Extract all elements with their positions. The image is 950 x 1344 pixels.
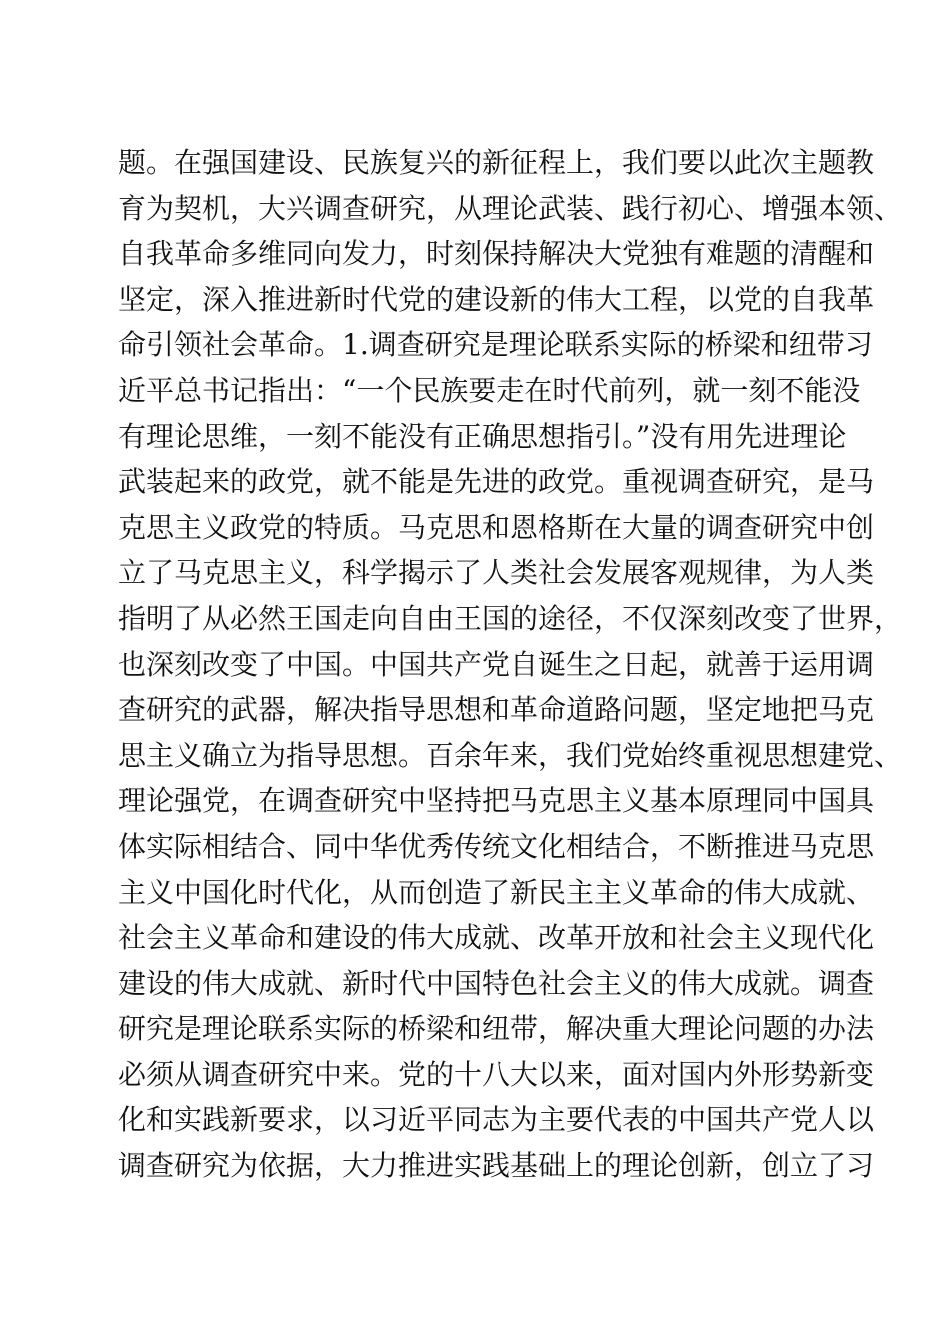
text-line: 近平总书记指出：“一个民族要走在时代前列，就一刻不能没 bbox=[118, 373, 861, 407]
text-line: 查研究的武器，解决指导思想和革命道路问题，坚定地把马克 bbox=[118, 693, 875, 727]
text-line: 育为契机，大兴调查研究，从理论武装、践行初心、增强本领、 bbox=[118, 191, 903, 225]
text-line: 思主义确立为指导思想。百余年来，我们党始终重视思想建党、 bbox=[118, 738, 903, 772]
text-line: 自我革命多维同向发力，时刻保持解决大党独有难题的清醒和 bbox=[118, 237, 875, 271]
text-line: 调查研究为依据，大力推进实践基础上的理论创新，创立了习 bbox=[118, 1149, 875, 1183]
text-line: 武装起来的政党，就不能是先进的政党。重视调查研究，是马 bbox=[118, 465, 875, 499]
text-line: 社会主义革命和建设的伟大成就、改革开放和社会主义现代化 bbox=[118, 921, 875, 955]
text-line: 也深刻改变了中国。中国共产党自诞生之日起，就善于运用调 bbox=[118, 647, 875, 681]
text-line: 体实际相结合、同中华优秀传统文化相结合，不断推进马克思 bbox=[118, 829, 875, 863]
text-line: 主义中国化时代化，从而创造了新民主主义革命的伟大成就、 bbox=[118, 875, 875, 909]
text-line: 必须从调查研究中来。党的十八大以来，面对国内外形势新变 bbox=[118, 1057, 875, 1091]
text-line: 理论强党，在调查研究中坚持把马克思主义基本原理同中国具 bbox=[118, 784, 875, 818]
text-line: 命引领社会革命。1.调查研究是理论联系实际的桥梁和纽带习 bbox=[118, 328, 873, 362]
text-line: 立了马克思主义，科学揭示了人类社会发展客观规律，为人类 bbox=[118, 556, 875, 590]
text-line: 坚定，深入推进新时代党的建设新的伟大工程，以党的自我革 bbox=[118, 282, 875, 316]
text-line: 题。在强国建设、民族复兴的新征程上，我们要以此次主题教 bbox=[118, 146, 875, 179]
text-line: 有理论思维，一刻不能没有正确思想指引。”没有用先进理论 bbox=[118, 419, 847, 453]
text-line: 研究是理论联系实际的桥梁和纽带，解决重大理论问题的办法 bbox=[118, 1012, 875, 1046]
text-line: 化和实践新要求，以习近平同志为主要代表的中国共产党人以 bbox=[118, 1103, 875, 1137]
body-text bbox=[118, 140, 903, 1189]
text-line: 建设的伟大成就、新时代中国特色社会主义的伟大成就。调查 bbox=[118, 966, 875, 1000]
text-line: 克思主义政党的特质。马克思和恩格斯在大量的调查研究中创 bbox=[118, 510, 875, 544]
text-line: 指明了从必然王国走向自由王国的途径，不仅深刻改变了世界， bbox=[118, 601, 903, 635]
